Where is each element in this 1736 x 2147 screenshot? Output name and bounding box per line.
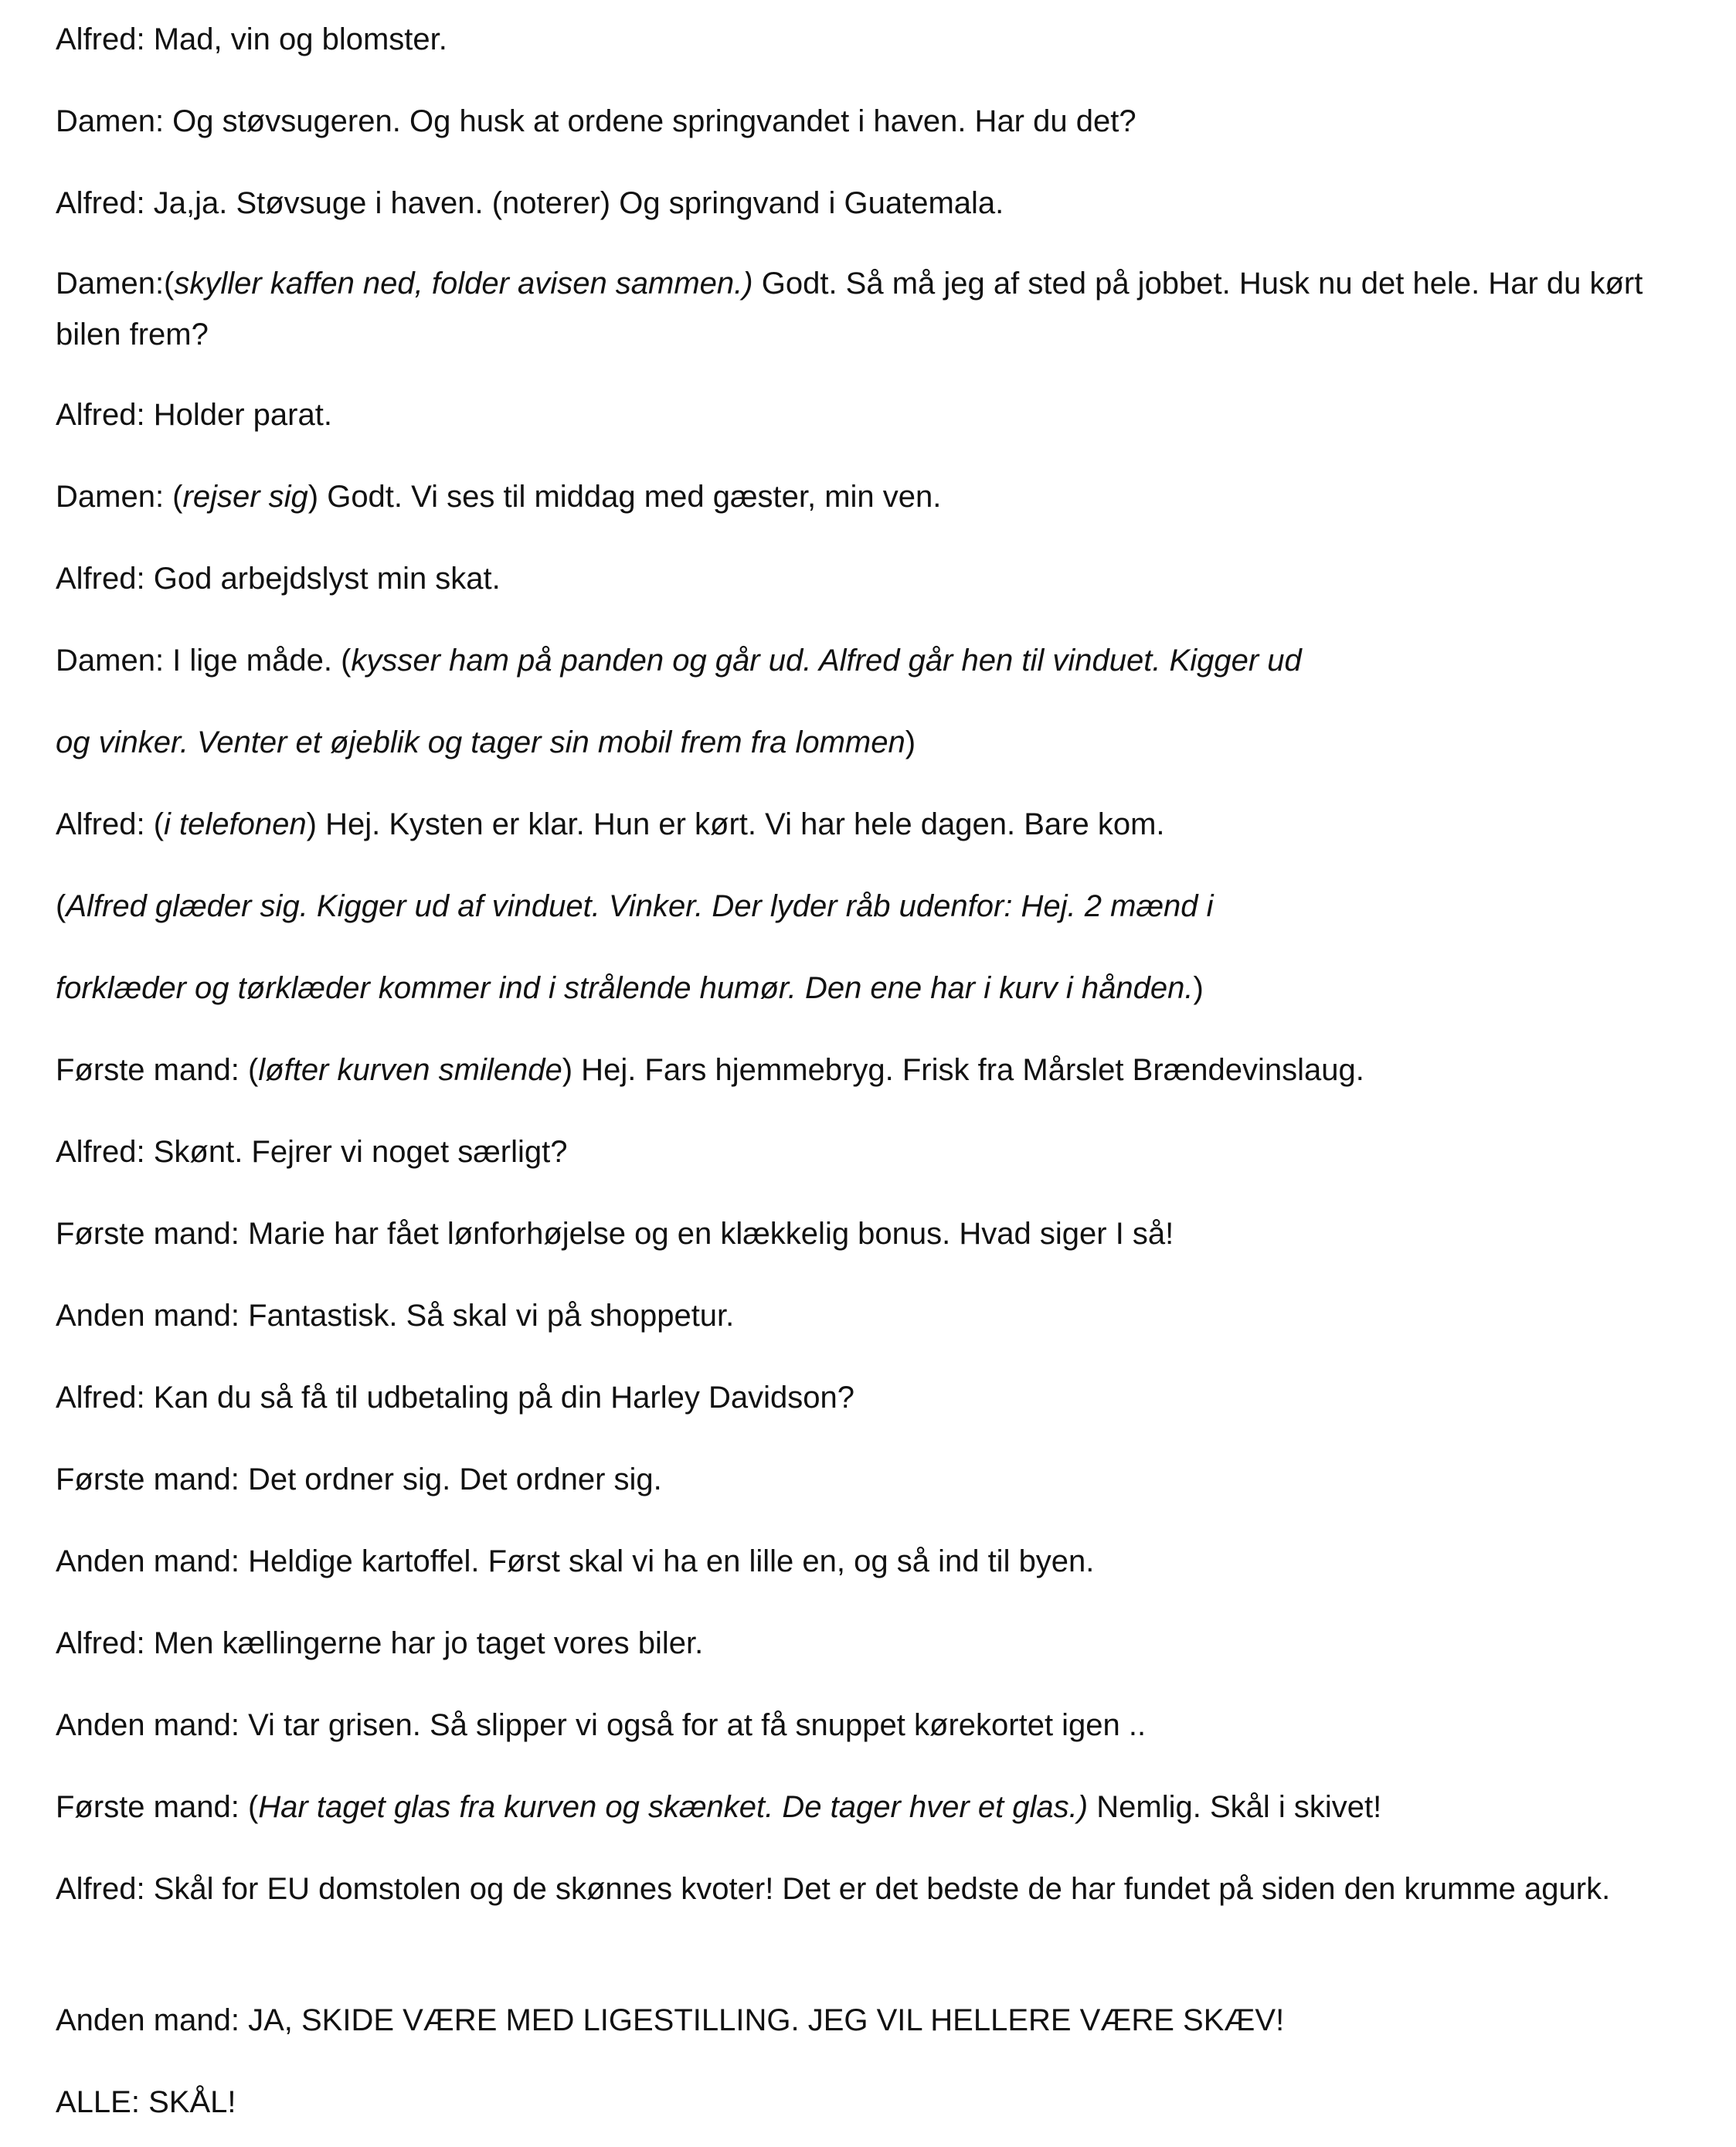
- script-line: Alfred: (i telefonen) Hej. Kysten er klar. Hun er kørt. Vi har hele dagen. Bare kom.: [56, 807, 1165, 841]
- script-line: Damen: Og støvsugeren. Og husk at ordene springvandet i haven. Har du det?: [56, 104, 1136, 138]
- script-line: Første mand: (Har taget glas fra kurven og skænket. De tager hver et glas.) Nemlig. Skål i skivet!: [56, 1790, 1382, 1824]
- script-line: Første mand: (løfter kurven smilende) Hej. Fars hjemmebryg. Frisk fra Mårslet Brændevinslaug.: [56, 1053, 1364, 1087]
- stage-direction: i telefonen: [164, 807, 307, 841]
- script-line: Alfred: Men kællingerne har jo taget vores biler.: [56, 1626, 704, 1660]
- script-line: Første mand: Marie har fået lønforhøjelse og en klækkelig bonus. Hvad siger I så!: [56, 1217, 1174, 1251]
- stage-direction: og vinker. Venter et øjeblik og tager sin mobil frem fra lommen: [56, 725, 905, 759]
- script-line: Damen: (rejser sig) Godt. Vi ses til middag med gæster, min ven.: [56, 480, 942, 514]
- script-line: Anden mand: Vi tar grisen. Så slipper vi også for at få snuppet kørekortet igen ..: [56, 1708, 1147, 1742]
- script-line: Alfred: Holder parat.: [56, 398, 332, 432]
- stage-direction: skyller kaffen ned, folder avisen sammen.): [174, 267, 753, 301]
- script-line: Anden mand: Fantastisk. Så skal vi på shoppetur.: [56, 1299, 735, 1333]
- stage-direction: rejser sig: [182, 480, 308, 514]
- script-line: (Alfred glæder sig. Kigger ud af vinduet. Vinker. Der lyder råb udenfor: Hej. 2 mænd i: [56, 889, 1214, 923]
- stage-direction: Har taget glas fra kurven og skænket. De tager hver et glas.): [258, 1790, 1089, 1824]
- script-line: Alfred: Skønt. Fejrer vi noget særligt?: [56, 1135, 568, 1169]
- script-line: Anden mand: JA, SKIDE VÆRE MED LIGESTILLING. JEG VIL HELLERE VÆRE SKÆV!: [56, 2003, 1285, 2037]
- stage-direction: kysser ham på panden og går ud. Alfred går hen til vinduet. Kigger ud: [351, 644, 1302, 678]
- script-line: Anden mand: Heldige kartoffel. Først skal vi ha en lille en, og så ind til byen.: [56, 1544, 1095, 1578]
- stage-direction: forklæder og tørklæder kommer ind i strålende humør. Den ene har i kurv i hånden.: [56, 971, 1194, 1005]
- stage-direction: Alfred glæder sig. Kigger ud af vinduet. Vinker. Der lyder råb udenfor: Hej. 2 mænd i: [66, 889, 1214, 923]
- stage-direction: løfter kurven smilende: [258, 1053, 562, 1087]
- script-line: Alfred: Ja,ja. Støvsuge i haven. (noterer) Og springvand i Guatemala.: [56, 186, 1004, 220]
- script-line: Alfred: God arbejdslyst min skat.: [56, 562, 501, 596]
- script-line: Damen: I lige måde. (kysser ham på panden og går ud. Alfred går hen til vinduet. Kigger ud: [56, 644, 1302, 678]
- script-line: Damen:(skyller kaffen ned, folder avisen sammen.) Godt. Så må jeg af sted på jobbet. Husk nu det hele. Har du kørt bilen frem?: [56, 267, 1643, 352]
- script-line: Alfred: Skål for EU domstolen og de skønnes kvoter! Det er det bedste de har fundet på siden den krumme agurk.: [56, 1872, 1611, 1906]
- script-line: Alfred: Mad, vin og blomster.: [56, 22, 447, 56]
- script-line: forklæder og tørklæder kommer ind i strålende humør. Den ene har i kurv i hånden.): [56, 971, 1204, 1005]
- script-line: Første mand: Det ordner sig. Det ordner sig.: [56, 1462, 662, 1496]
- script-line: og vinker. Venter et øjeblik og tager sin mobil frem fra lommen): [56, 725, 916, 759]
- script-line: Alfred: Kan du så få til udbetaling på din Harley Davidson?: [56, 1381, 854, 1415]
- script-line: ALLE: SKÅL!: [56, 2085, 236, 2119]
